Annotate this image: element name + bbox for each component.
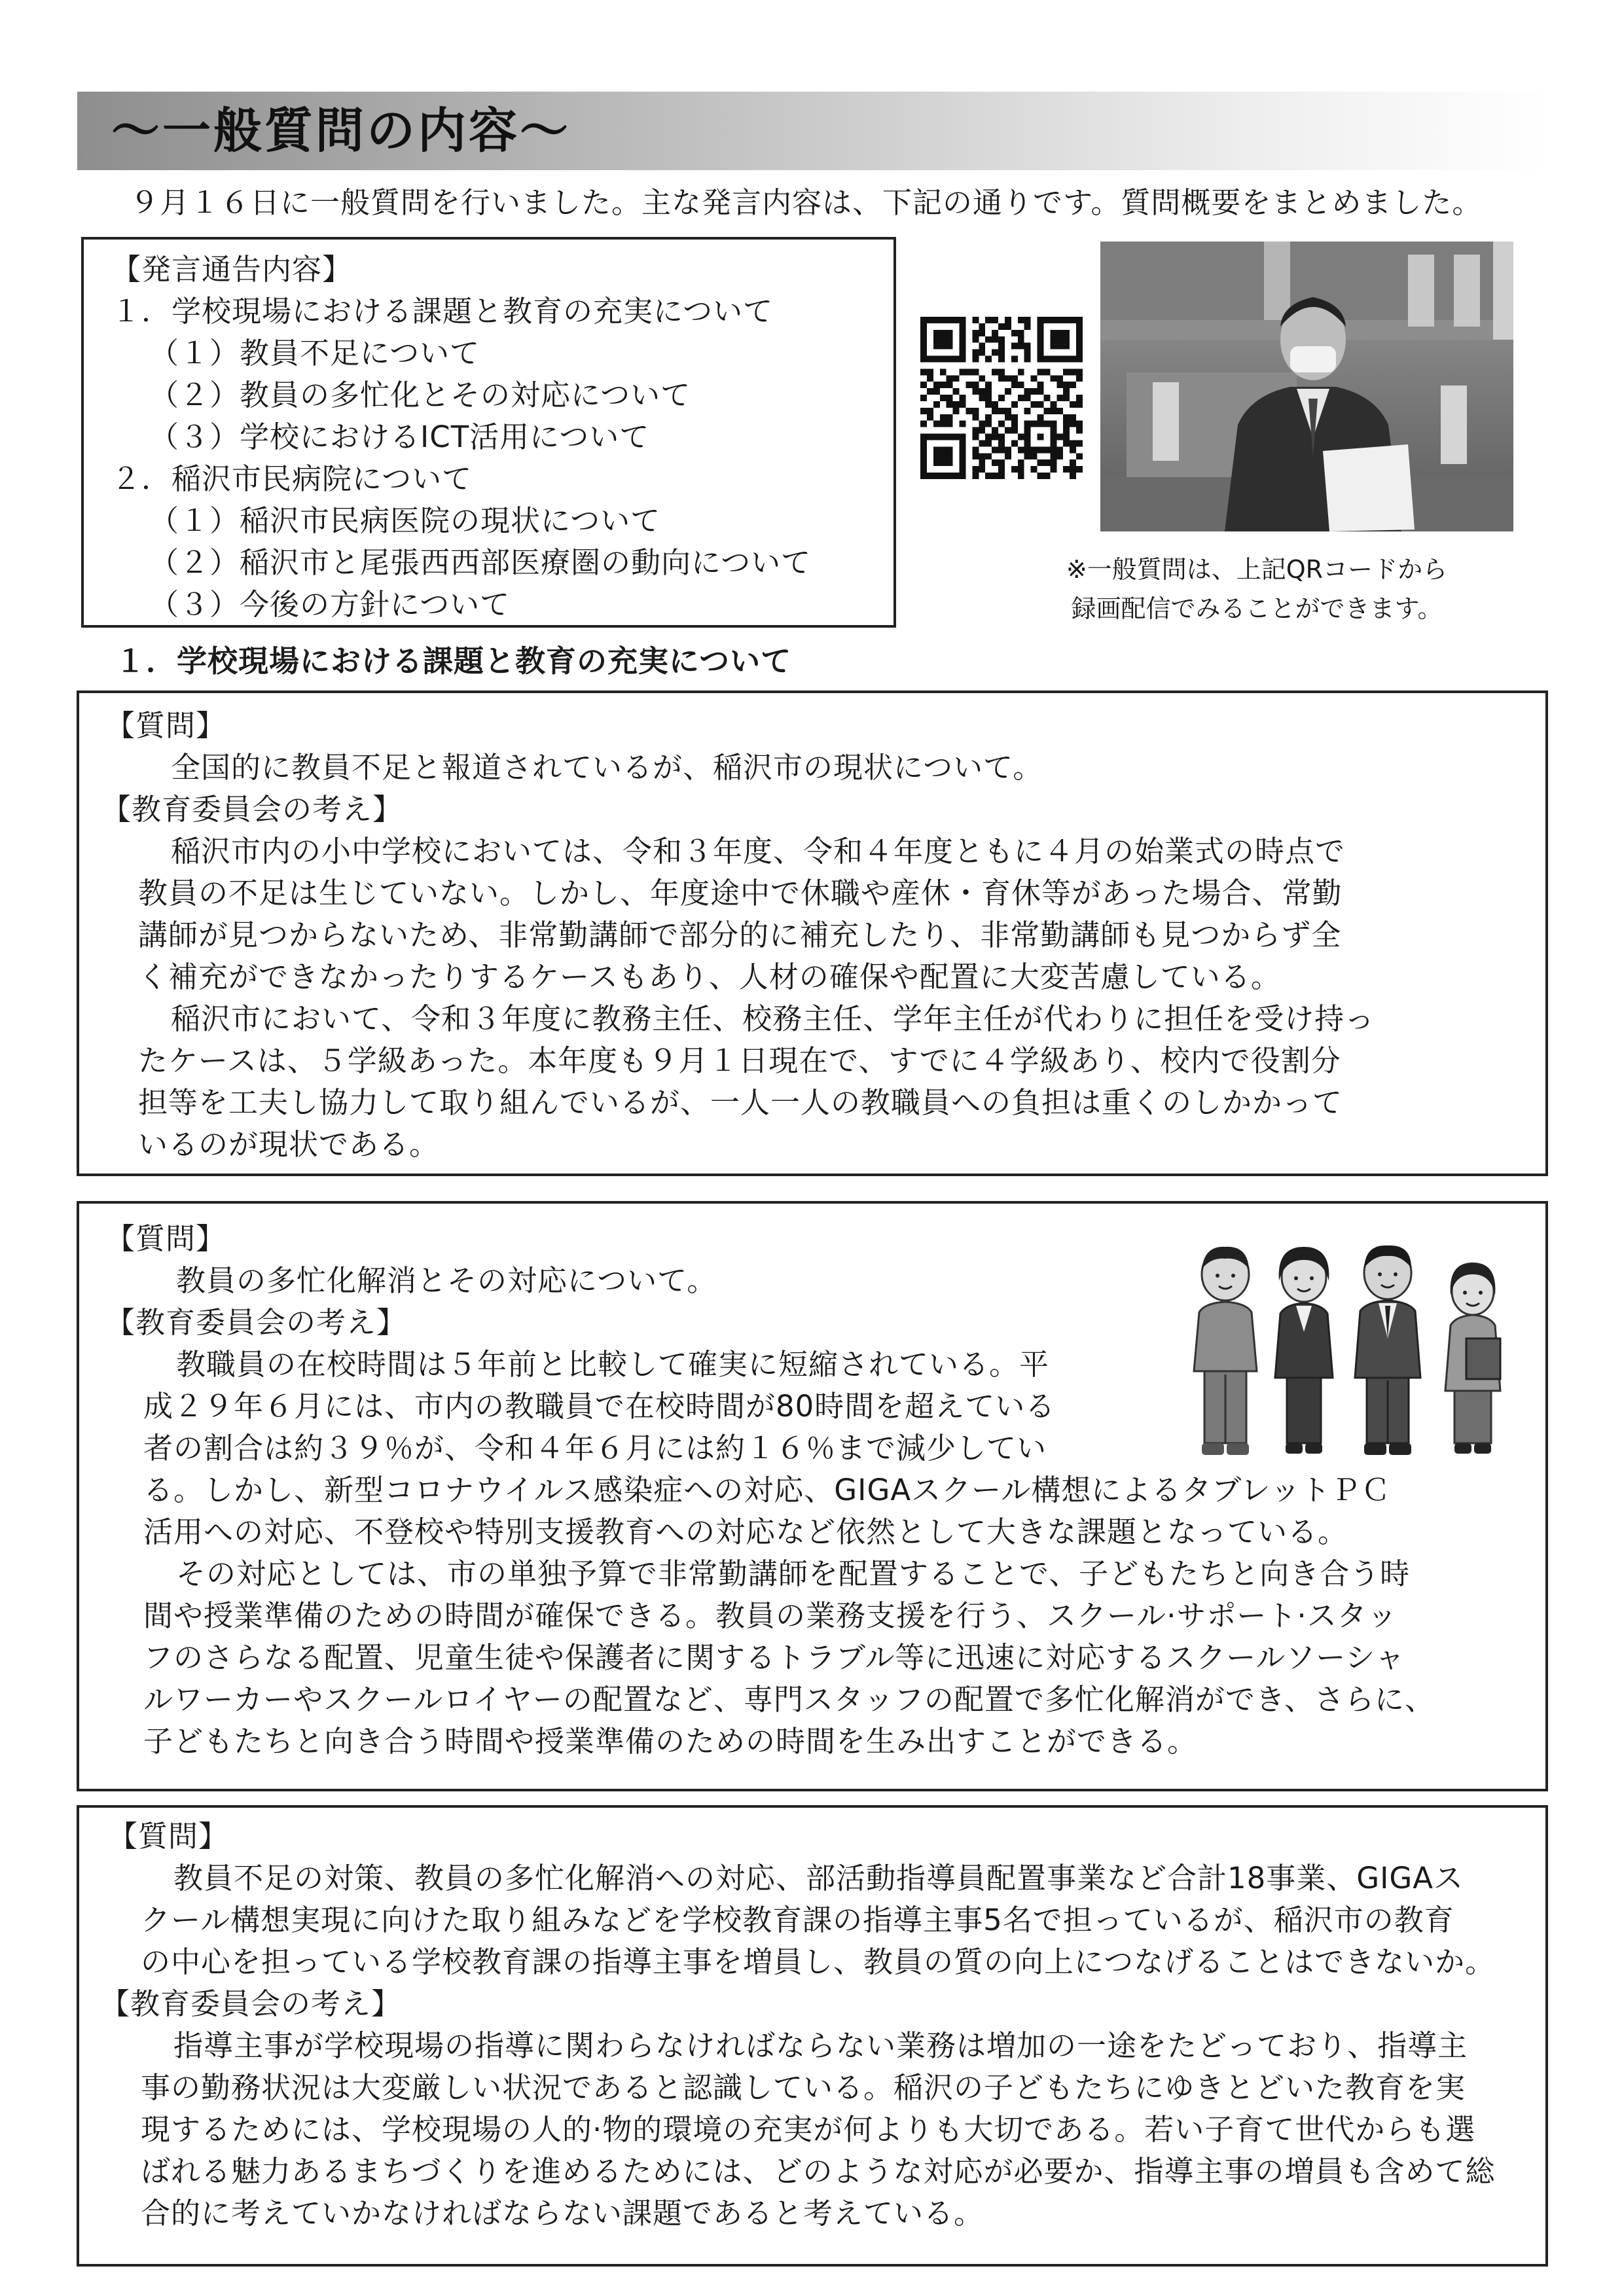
answer-line: その対応としては、市の単独予算で非常勤講師を配置することで、子どもたちと向き合う時 xyxy=(176,1556,1411,1591)
question-text: 教員の多忙化解消とその対応について。 xyxy=(176,1263,717,1298)
question-text: 全国的に教員不足と報道されているが、稲沢市の現状について。 xyxy=(171,750,1043,785)
teachers-illustration xyxy=(1185,1240,1525,1463)
notice-item: （２）稲沢市と尾張西西部医療圏の動向について xyxy=(149,545,812,580)
qr-caption-line: 録画配信でみることができます。 xyxy=(1071,594,1443,623)
qa-block-3 xyxy=(77,1805,1548,2267)
answer-label: 【教育委員会の考え】 xyxy=(100,1986,402,2021)
qa-block-1 xyxy=(77,691,1548,1176)
question-text: の中心を担っている学校教育課の指導主事を増員し、教員の質の向上につなげることはできないか。 xyxy=(141,1945,1496,1979)
council-photo-illustration xyxy=(1100,242,1513,531)
answer-line: 間や授業準備のための時間が確保できる。教員の業務支援を行う、スクール·サポート·スタッ xyxy=(143,1598,1398,1633)
answer-line: フのさらなる配置、児童生徒や保護者に関するトラブル等に迅速に対応するスクールソーシャ xyxy=(143,1640,1405,1675)
notice-heading: 【発言通告内容】 xyxy=(111,252,353,287)
notice-item: （１）教員不足について xyxy=(149,336,480,370)
notice-item: ２．稲沢市民病院について xyxy=(111,461,473,496)
answer-line: 指導主事が学校現場の指導に関わらなければならない業務は増加の一途をたどっており、指導主 xyxy=(173,2028,1468,2063)
intro-text: ９月１６日に一般質問を行いました。主な発言内容は、下記の通りです。質問概要をまとめました。 xyxy=(130,185,1483,220)
answer-line: 現するためには、学校現場の人的·物的環境の充実が何よりも大切である。若い子育て世代からも選 xyxy=(141,2112,1476,2147)
question-label: 【質問】 xyxy=(108,1819,229,1854)
question-text: 教員不足の対策、教員の多忙化解消への対応、部活動指導員配置事業など合計18事業、GIGAス xyxy=(173,1861,1464,1895)
answer-line: いるのが現状である。 xyxy=(138,1127,440,1162)
answer-line: ばれる魅力あるまちづくりを進めるためには、どのような対応が必要か、指導主事の増員も含めて総 xyxy=(141,2154,1496,2189)
answer-line: 稲沢市内の小中学校においては、令和３年度、令和４年度ともに４月の始業式の時点で xyxy=(171,834,1346,869)
answer-line: 講師が見つからないため、非常勤講師で部分的に補充したり、非常勤講師も見つからず全 xyxy=(138,918,1342,952)
question-label: 【質問】 xyxy=(105,708,226,743)
qr-caption-line: ※一般質問は、上記QRコードから xyxy=(1066,555,1448,584)
answer-line: 担等を工夫し協力して取り組んでいるが、一人一人の教職員への負担は重くのしかかって xyxy=(138,1085,1343,1120)
answer-line: く補充ができなかったりするケースもあり、人材の確保や配置に大変苦慮している。 xyxy=(138,960,1281,994)
teacher-figure-1 xyxy=(1194,1247,1257,1455)
notice-item: （３）今後の方針について xyxy=(149,587,511,622)
answer-line: る。しかし、新型コロナウイルス感染症への対応、GIGAスクール構想によるタブレットＰＣ xyxy=(143,1473,1391,1507)
answer-line: 成２９年６月には、市内の教職員で在校時間が80時間を超えている xyxy=(143,1389,1056,1424)
answer-line: 教員の不足は生じていない。しかし、年度途中で休職や産休・育休等があった場合、常勤 xyxy=(138,876,1343,910)
answer-line: 子どもたちと向き合う時間や授業準備のための時間を生み出すことができる。 xyxy=(143,1724,1198,1759)
notice-item: （１）稲沢市民病医院の現状について xyxy=(149,503,661,538)
teacher-figure-2 xyxy=(1275,1247,1333,1454)
teacher-figure-4 xyxy=(1445,1263,1500,1454)
answer-label: 【教育委員会の考え】 xyxy=(101,792,403,827)
answer-line: たケースは、５学級あった。本年度も９月１日現在で、すでに４学級あり、校内で役割分 xyxy=(138,1043,1341,1078)
notice-item: （３）学校におけるICT活用について xyxy=(149,420,650,454)
answer-line: 事の勤務状況は大変厳しい状況であると認識している。稲沢の子どもたちにゆきとどいた教育を実 xyxy=(141,2070,1466,2105)
teacher-figure-3 xyxy=(1355,1246,1420,1455)
council-photo xyxy=(1100,242,1513,531)
notice-box xyxy=(81,237,896,628)
answer-line: 合的に考えていかなければならない課題であると考えている。 xyxy=(141,2196,984,2231)
answer-label: 【教育委員会の考え】 xyxy=(105,1305,407,1340)
question-text: クール構想実現に向けた取り組みなどを学校教育課の指導主事5名で担っているが、稲沢市の教育 xyxy=(141,1903,1454,1937)
question-label: 【質問】 xyxy=(105,1221,226,1256)
answer-line: 稲沢市において、令和３年度に教務主任、校務主任、学年主任が代わりに担任を受け持っ xyxy=(171,1001,1375,1036)
qr-code[interactable] xyxy=(920,317,1083,479)
section-heading: １．学校現場における課題と教育の充実について xyxy=(115,643,792,679)
answer-line: 活用への対応、不登校や特別支援教育への対応など依然として大きな課題となっている。 xyxy=(143,1515,1348,1549)
answer-line: ルワーカーやスクールロイヤーの配置など、専門スタッフの配置で多忙化解消ができ、さらに、 xyxy=(143,1682,1435,1717)
notice-item: （２）教員の多忙化とその対応について xyxy=(149,378,691,412)
page-title: ～一般質問の内容～ xyxy=(111,103,571,159)
notice-item: １．学校現場における課題と教育の充実について xyxy=(111,294,774,329)
answer-line: 者の割合は約３９％が、令和４年６月には約１６％まで減少してい xyxy=(143,1431,1047,1465)
answer-line: 教職員の在校時間は５年前と比較して確実に短縮されている。平 xyxy=(176,1347,1050,1382)
